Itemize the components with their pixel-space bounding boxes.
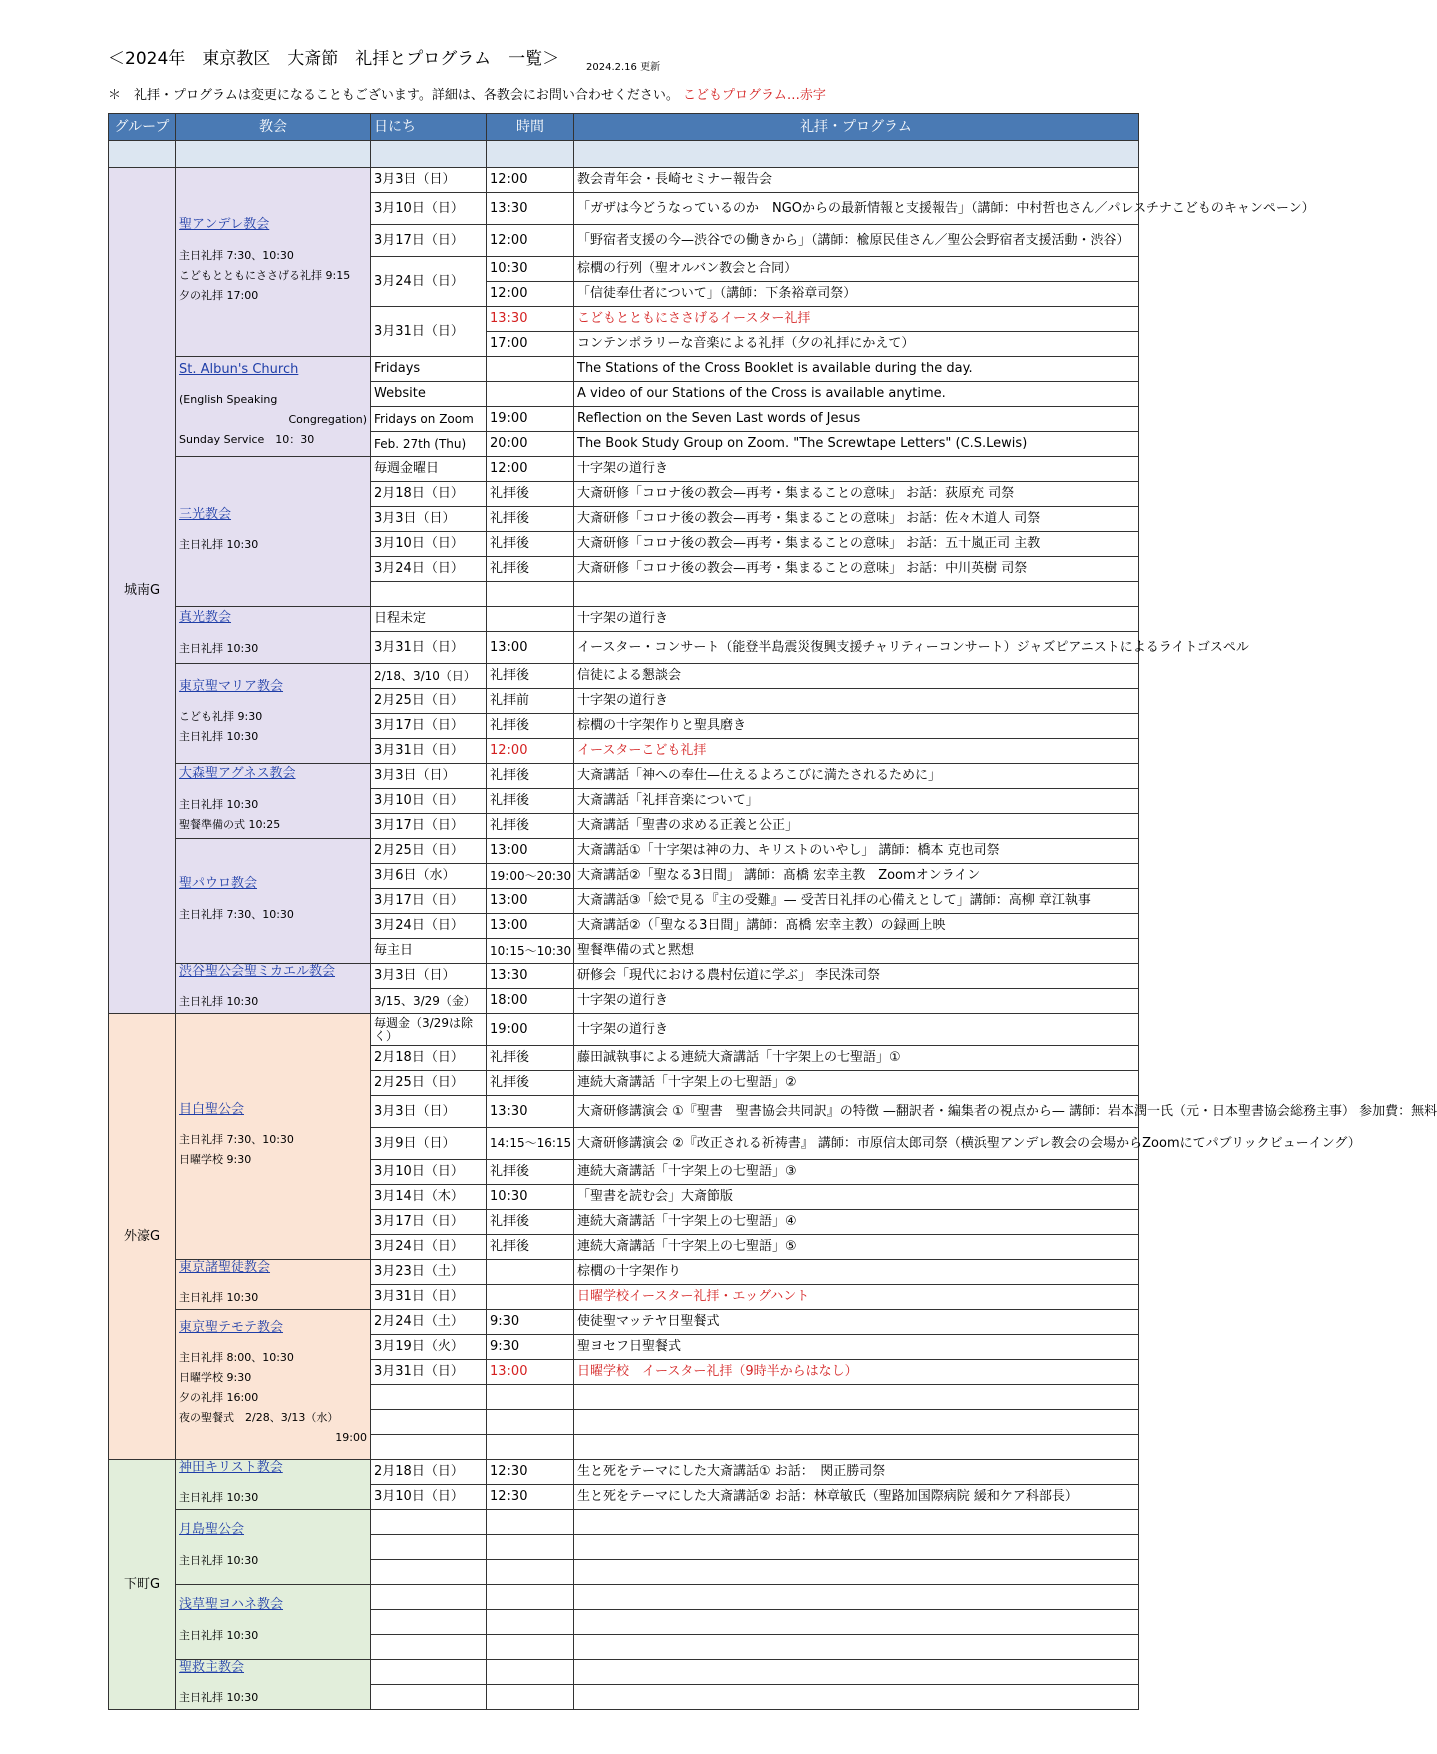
time-cell: 礼拝後 — [487, 764, 574, 789]
church-service-info: 19:00 — [335, 1431, 367, 1445]
group-name: 外濠G — [109, 1014, 176, 1460]
church-cell — [176, 1585, 371, 1660]
church-name-link[interactable]: 東京聖マリア教会 — [179, 678, 284, 694]
date-cell: 3月3日（日） — [371, 764, 487, 789]
date-cell — [371, 1385, 487, 1410]
time-cell: 9:30 — [487, 1335, 574, 1360]
date-cell: 3月3日（日） — [371, 1096, 487, 1128]
time-cell — [487, 1585, 574, 1610]
program-cell — [574, 1585, 1139, 1610]
date-cell: 3月17日（日） — [371, 889, 487, 914]
date-cell: 3月10日（日） — [371, 789, 487, 814]
table-row — [109, 457, 1139, 482]
updated-date: 2024.2.16 更新 — [586, 62, 661, 73]
group-name: 城南G — [109, 168, 176, 1014]
church-cell — [176, 607, 371, 664]
table-row — [109, 1260, 1139, 1285]
church-name-link[interactable]: 聖パウロ教会 — [179, 876, 258, 892]
program-cell: 十字架の道行き — [574, 1014, 1139, 1046]
time-cell: 礼拝後 — [487, 1071, 574, 1096]
program-cell: 連続大斎講話「十字架上の七聖語」⑤ — [574, 1235, 1139, 1260]
date-cell: 毎主日 — [371, 939, 487, 964]
date-cell: Fridays — [371, 357, 487, 382]
date-cell: 3月24日（日） — [371, 914, 487, 939]
time-cell: 礼拝前 — [487, 689, 574, 714]
program-cell: 大斎講話①「十字架は神の力、キリストのいやし」 講師：橋本 克也司祭 — [574, 839, 1139, 864]
notice-text: ＊ 礼拝・プログラムは変更になることもございます。詳細は、各教会にお問い合わせください。 — [108, 88, 679, 103]
date-cell: Feb. 27th (Thu) — [371, 432, 487, 457]
program-cell: 生と死をテーマにした大斎講話① お話： 関正勝司祭 — [574, 1460, 1139, 1485]
program-cell — [574, 1685, 1139, 1710]
date-cell — [371, 582, 487, 607]
time-cell: 礼拝後 — [487, 714, 574, 739]
church-service-info: 夜の聖餐式 2/28、3/13（水） — [179, 1411, 339, 1425]
program-cell: イースター・コンサート（能登半島震災復興支援チャリティーコンサート）ジャズピアニストによるライトゴスペル — [574, 632, 1139, 664]
date-cell: 3月10日（日） — [371, 532, 487, 557]
time-cell — [487, 1285, 574, 1310]
church-name-link[interactable]: 神田キリスト教会 — [179, 1459, 283, 1475]
date-cell: 3月31日（日） — [371, 1360, 487, 1385]
date-cell — [371, 1635, 487, 1660]
table-row — [109, 664, 1139, 689]
program-cell: A video of our Stations of the Cross is available anytime. — [574, 382, 1139, 407]
date-cell: 3月3日（日） — [371, 507, 487, 532]
program-cell: 信徒による懇談会 — [574, 664, 1139, 689]
church-name-link[interactable]: St. Albun's Church — [179, 361, 299, 377]
program-cell: 大斎講話「礼拝音楽について」 — [574, 789, 1139, 814]
date-cell: 2月24日（土） — [371, 1310, 487, 1335]
date-cell: 3月6日（水） — [371, 864, 487, 889]
date-cell: 3月31日（日） — [371, 307, 487, 357]
date-cell: 2月18日（日） — [371, 1046, 487, 1071]
date-cell — [371, 1560, 487, 1585]
time-cell — [487, 1660, 574, 1685]
table-row — [109, 357, 1139, 382]
church-service-info: 主日礼拝 10:30 — [179, 1691, 259, 1705]
time-cell: 13:00 — [487, 914, 574, 939]
time-cell: 19:00 — [487, 1014, 574, 1046]
time-cell — [487, 1560, 574, 1585]
church-cell — [176, 1014, 371, 1260]
date-cell: 毎週金曜日 — [371, 457, 487, 482]
church-service-info: 主日礼拝 10:30 — [179, 797, 259, 811]
church-service-info: 主日礼拝 10:30 — [179, 1291, 259, 1305]
date-cell: 3月3日（日） — [371, 168, 487, 193]
time-cell: 礼拝後 — [487, 1235, 574, 1260]
program-cell: 連続大斎講話「十字架上の七聖語」③ — [574, 1160, 1139, 1185]
table-row — [109, 1014, 1139, 1046]
date-cell: 3月31日（日） — [371, 632, 487, 664]
time-cell: 13:30 — [487, 1096, 574, 1128]
program-cell: 使徒聖マッテヤ日聖餐式 — [574, 1310, 1139, 1335]
church-cell — [176, 1310, 371, 1460]
church-name-link[interactable]: 聖救主教会 — [179, 1659, 245, 1675]
church-name-link[interactable]: 浅草聖ヨハネ教会 — [179, 1597, 284, 1613]
time-cell: 12:00 — [487, 739, 574, 764]
church-name-link[interactable]: 東京聖テモテ教会 — [179, 1319, 284, 1335]
time-cell: 12:30 — [487, 1485, 574, 1510]
program-cell: 大斎講話「聖書の求める正義と公正」 — [574, 814, 1139, 839]
program-cell — [574, 1510, 1139, 1535]
time-cell — [487, 1535, 574, 1560]
time-cell: 19:00～20:30 — [487, 864, 574, 889]
time-cell: 14:15～16:15 — [487, 1128, 574, 1160]
church-service-info: 主日礼拝 10:30 — [179, 1628, 259, 1642]
church-name-link[interactable]: 聖アンデレ教会 — [179, 217, 270, 233]
table-row — [109, 964, 1139, 989]
date-cell: 2月18日（日） — [371, 1460, 487, 1485]
time-cell: 12:00 — [487, 457, 574, 482]
column-header: 時間 — [487, 114, 574, 141]
table-row — [109, 607, 1139, 632]
church-service-info: 主日礼拝 10:30 — [179, 1491, 259, 1505]
program-cell: イースターこども礼拝 — [574, 739, 1139, 764]
program-cell: 「聖書を読む会」大斎節版 — [574, 1185, 1139, 1210]
program-cell — [574, 1535, 1139, 1560]
program-cell: 研修会「現代における農村伝道に学ぶ」 李民洙司祭 — [574, 964, 1139, 989]
program-cell — [574, 1435, 1139, 1460]
time-cell: 13:00 — [487, 889, 574, 914]
program-cell: コンテンポラリーな音楽による礼拝（夕の礼拝にかえて） — [574, 332, 1139, 357]
page-header — [108, 44, 1138, 74]
table-row — [109, 1585, 1139, 1610]
column-header: 日にち — [371, 114, 487, 141]
time-cell: 12:00 — [487, 282, 574, 307]
program-cell: 十字架の道行き — [574, 607, 1139, 632]
church-name-link[interactable]: 大森聖アグネス教会 — [179, 766, 296, 782]
time-cell: 10:15～10:30 — [487, 939, 574, 964]
time-cell: 17:00 — [487, 332, 574, 357]
program-cell: 十字架の道行き — [574, 989, 1139, 1014]
date-cell — [371, 1660, 487, 1685]
program-cell: 「野宿者支援の今—渋谷での働きから」（講師：楡原民佳さん／聖公会野宿者支援活動・渋谷） — [574, 225, 1139, 257]
time-cell — [487, 582, 574, 607]
church-cell — [176, 357, 371, 457]
program-cell: 大斎研修「コロナ後の教会—再考・集まることの意味」 お話：佐々木道人 司祭 — [574, 507, 1139, 532]
program-cell — [574, 1660, 1139, 1685]
church-cell — [176, 839, 371, 964]
program-cell: 大斎講話②「聖なる3日間」 講師：髙橋 宏幸主教 Zoomオンライン — [574, 864, 1139, 889]
schedule-body — [109, 168, 1437, 1710]
time-cell — [487, 1410, 574, 1435]
date-cell: 3月31日（日） — [371, 1285, 487, 1310]
table-row — [109, 168, 1139, 193]
church-service-info: 主日礼拝 10:30 — [179, 538, 259, 552]
date-cell: 3月17日（日） — [371, 714, 487, 739]
table-row — [109, 1310, 1139, 1335]
program-cell: Reflection on the Seven Last words of Jesus — [574, 407, 1139, 432]
program-cell: 「信徒奉仕者について」（講師：下条裕章司祭） — [574, 282, 1139, 307]
time-cell — [487, 382, 574, 407]
church-cell — [176, 457, 371, 607]
church-service-info: 主日礼拝 10:30 — [179, 1553, 259, 1567]
time-cell: 9:30 — [487, 1310, 574, 1335]
church-cell — [176, 964, 371, 1014]
program-cell — [574, 582, 1139, 607]
date-cell: 2月25日（日） — [371, 839, 487, 864]
date-cell: 毎週金（3/29は除く） — [371, 1014, 487, 1046]
time-cell: 礼拝後 — [487, 482, 574, 507]
time-cell: 13:00 — [487, 839, 574, 864]
date-cell: 2月25日（日） — [371, 1071, 487, 1096]
church-cell — [176, 664, 371, 764]
date-cell: 3月9日（日） — [371, 1128, 487, 1160]
church-service-info: 主日礼拝 7:30、10:30 — [179, 907, 294, 921]
church-cell — [176, 1510, 371, 1585]
program-cell: こどもとともにささげるイースター礼拝 — [574, 307, 1139, 332]
church-service-info: 主日礼拝 7:30、10:30 — [179, 248, 294, 262]
church-service-info: 夕の礼拝 17:00 — [179, 288, 259, 302]
program-cell: 大斎研修「コロナ後の教会—再考・集まることの意味」 お話：荻原充 司祭 — [574, 482, 1139, 507]
time-cell: 礼拝後 — [487, 532, 574, 557]
church-service-info: 日曜学校 9:30 — [179, 1371, 252, 1385]
church-name-link[interactable]: 東京諸聖徒教会 — [179, 1259, 271, 1275]
church-cell — [176, 1260, 371, 1310]
program-cell: The Stations of the Cross Booklet is available during the day. — [574, 357, 1139, 382]
program-cell: 大斎研修講演会 ①『聖書 聖書協会共同訳』の特徴 —翻訳者・編集者の視点から— 講師：岩本潤一氏（元・日本聖書協会総務主事） 参加費：無料 — [574, 1096, 1139, 1128]
program-cell: 藤田誠執事による連続大斎講話「十字架上の七聖語」① — [574, 1046, 1139, 1071]
column-header: グループ — [109, 114, 176, 141]
church-service-info: 主日礼拝 10:30 — [179, 641, 259, 655]
time-cell: 12:00 — [487, 168, 574, 193]
church-service-info: 主日礼拝 10:30 — [179, 730, 259, 744]
church-service-info: 日曜学校 9:30 — [179, 1153, 252, 1167]
time-cell — [487, 1260, 574, 1285]
time-cell — [487, 357, 574, 382]
table-row — [109, 1510, 1139, 1535]
program-cell — [574, 1385, 1139, 1410]
column-header: 礼拝・プログラム — [574, 114, 1139, 141]
date-cell: 3月24日（日） — [371, 257, 487, 307]
date-cell: 2月18日（日） — [371, 482, 487, 507]
date-cell: 3/15、3/29（金） — [371, 989, 487, 1014]
program-cell: 大斎研修講演会 ②『改正される祈祷書』 講師：市原信太郎司祭（横浜聖アンデレ教会の会場からZoomにてパブリックビューイング） — [574, 1128, 1139, 1160]
time-cell: 20:00 — [487, 432, 574, 457]
program-cell: 聖ヨセフ日聖餐式 — [574, 1335, 1139, 1360]
schedule-table — [108, 113, 1437, 1710]
notice-red-text: こどもプログラム…赤字 — [682, 88, 826, 103]
time-cell: 礼拝後 — [487, 1046, 574, 1071]
time-cell: 12:30 — [487, 1460, 574, 1485]
program-cell: 棕櫚の行列（聖オルバン教会と合同） — [574, 257, 1139, 282]
time-cell: 10:30 — [487, 1185, 574, 1210]
time-cell: 礼拝後 — [487, 789, 574, 814]
date-cell: 3月17日（日） — [371, 814, 487, 839]
time-cell: 18:00 — [487, 989, 574, 1014]
date-cell — [371, 1435, 487, 1460]
table-row — [109, 839, 1139, 864]
date-cell: 3月24日（日） — [371, 1235, 487, 1260]
table-row — [109, 1660, 1139, 1685]
program-cell: 連続大斎講話「十字架上の七聖語」② — [574, 1071, 1139, 1096]
church-service-info: 主日礼拝 10:30 — [179, 995, 259, 1009]
program-cell: 生と死をテーマにした大斎講話② お話：林章敏氏（聖路加国際病院 緩和ケア科部長） — [574, 1485, 1139, 1510]
date-cell — [371, 1685, 487, 1710]
date-cell: 3月10日（日） — [371, 1485, 487, 1510]
program-cell: 十字架の道行き — [574, 457, 1139, 482]
date-cell — [371, 1585, 487, 1610]
date-cell: 3月3日（日） — [371, 964, 487, 989]
church-name-link[interactable]: 目白聖公会 — [179, 1101, 245, 1117]
date-cell: 3月14日（木） — [371, 1185, 487, 1210]
table-row — [109, 1460, 1139, 1485]
program-cell: 大斎研修「コロナ後の教会—再考・集まることの意味」 お話：中川英樹 司祭 — [574, 557, 1139, 582]
time-cell: 礼拝後 — [487, 1210, 574, 1235]
program-cell: 教会青年会・長崎セミナー報告会 — [574, 168, 1139, 193]
time-cell: 礼拝後 — [487, 664, 574, 689]
church-service-info: こども礼拝 9:30 — [179, 710, 263, 724]
church-cell — [176, 764, 371, 839]
date-cell: 2/18、3/10（日） — [371, 664, 487, 689]
date-cell: 3月17日（日） — [371, 225, 487, 257]
church-service-info: Sunday Service 10：30 — [179, 433, 315, 447]
church-cell — [176, 1460, 371, 1510]
church-service-info: 主日礼拝 8:00、10:30 — [179, 1351, 294, 1365]
date-cell: 3月24日（日） — [371, 557, 487, 582]
time-cell: 19:00 — [487, 407, 574, 432]
program-cell — [574, 1410, 1139, 1435]
church-service-info: Congregation) — [288, 413, 367, 427]
program-cell: 棕櫚の十字架作りと聖具磨き — [574, 714, 1139, 739]
table-row — [109, 764, 1139, 789]
time-cell — [487, 1610, 574, 1635]
time-cell: 13:00 — [487, 1360, 574, 1385]
program-cell: 日曜学校イースター礼拝・エッグハント — [574, 1285, 1139, 1310]
program-cell: 連続大斎講話「十字架上の七聖語」④ — [574, 1210, 1139, 1235]
date-cell: 日程未定 — [371, 607, 487, 632]
program-cell: 棕櫚の十字架作り — [574, 1260, 1139, 1285]
date-cell: 3月19日（火） — [371, 1335, 487, 1360]
time-cell — [487, 1685, 574, 1710]
date-cell: 3月10日（日） — [371, 193, 487, 225]
church-cell — [176, 1660, 371, 1710]
date-cell — [371, 1535, 487, 1560]
program-cell — [574, 1635, 1139, 1660]
header-row — [109, 114, 1139, 141]
program-cell: 大斎講話「神への奉仕—仕えるよろこびに満たされるために」 — [574, 764, 1139, 789]
time-cell: 礼拝後 — [487, 1160, 574, 1185]
program-cell: 「ガザは今どうなっているのか NGOからの最新情報と支援報告」（講師：中村哲也さん／パレスチナこどものキャンペーン） — [574, 193, 1139, 225]
program-cell: 日曜学校 イースター礼拝（9時半からはなし） — [574, 1360, 1139, 1385]
time-cell — [487, 607, 574, 632]
time-cell: 12:00 — [487, 225, 574, 257]
time-cell: 13:30 — [487, 307, 574, 332]
program-cell: 大斎講話②（「聖なる3日間」講師：髙橋 宏幸主教）の録画上映 — [574, 914, 1139, 939]
date-cell — [371, 1410, 487, 1435]
church-name-link[interactable]: 真光教会 — [179, 610, 232, 626]
time-cell: 礼拝後 — [487, 814, 574, 839]
date-cell: Website — [371, 382, 487, 407]
time-cell — [487, 1510, 574, 1535]
program-cell: 大斎研修「コロナ後の教会—再考・集まることの意味」 お話：五十嵐正司 主教 — [574, 532, 1139, 557]
church-service-info: 聖餐準備の式 10:25 — [179, 817, 281, 831]
program-cell — [574, 1560, 1139, 1585]
date-cell: 3月10日（日） — [371, 1160, 487, 1185]
church-service-info: こどもとともにささげる礼拝 9:15 — [179, 268, 351, 282]
church-service-info: 夕の礼拝 16:00 — [179, 1391, 259, 1405]
time-cell: 10:30 — [487, 257, 574, 282]
blank-row — [109, 141, 1139, 168]
program-cell: The Book Study Group on Zoom. "The Screwtape Letters" (C.S.Lewis) — [574, 432, 1139, 457]
date-cell: 3月17日（日） — [371, 1210, 487, 1235]
column-header: 教会 — [176, 114, 371, 141]
time-cell: 13:00 — [487, 632, 574, 664]
notice — [108, 84, 826, 103]
church-name-link[interactable]: 渋谷聖公会聖ミカエル教会 — [179, 963, 336, 979]
date-cell — [371, 1510, 487, 1535]
church-name-link[interactable]: 三光教会 — [179, 506, 232, 522]
church-service-info: 主日礼拝 7:30、10:30 — [179, 1133, 294, 1147]
program-cell: 聖餐準備の式と黙想 — [574, 939, 1139, 964]
church-cell — [176, 168, 371, 357]
date-cell: 3月23日（土） — [371, 1260, 487, 1285]
church-service-info: (English Speaking — [179, 393, 278, 407]
date-cell: 2月25日（日） — [371, 689, 487, 714]
time-cell — [487, 1385, 574, 1410]
time-cell: 13:30 — [487, 193, 574, 225]
time-cell: 礼拝後 — [487, 507, 574, 532]
program-cell: 十字架の道行き — [574, 689, 1139, 714]
group-name: 下町G — [109, 1460, 176, 1710]
date-cell — [371, 1610, 487, 1635]
date-cell: Fridays on Zoom — [371, 407, 487, 432]
church-name-link[interactable]: 月島聖公会 — [179, 1522, 245, 1538]
time-cell: 13:30 — [487, 964, 574, 989]
date-cell: 3月31日（日） — [371, 739, 487, 764]
time-cell — [487, 1635, 574, 1660]
program-cell — [574, 1610, 1139, 1635]
program-cell: 大斎講話③「絵で見る『主の受難』— 受苦日礼拝の心備えとして」講師：高柳 章江執事 — [574, 889, 1139, 914]
page-title: ＜2024年 東京教区 大斎節 礼拝とプログラム 一覧＞ — [108, 49, 560, 69]
time-cell — [487, 1435, 574, 1460]
time-cell: 礼拝後 — [487, 557, 574, 582]
